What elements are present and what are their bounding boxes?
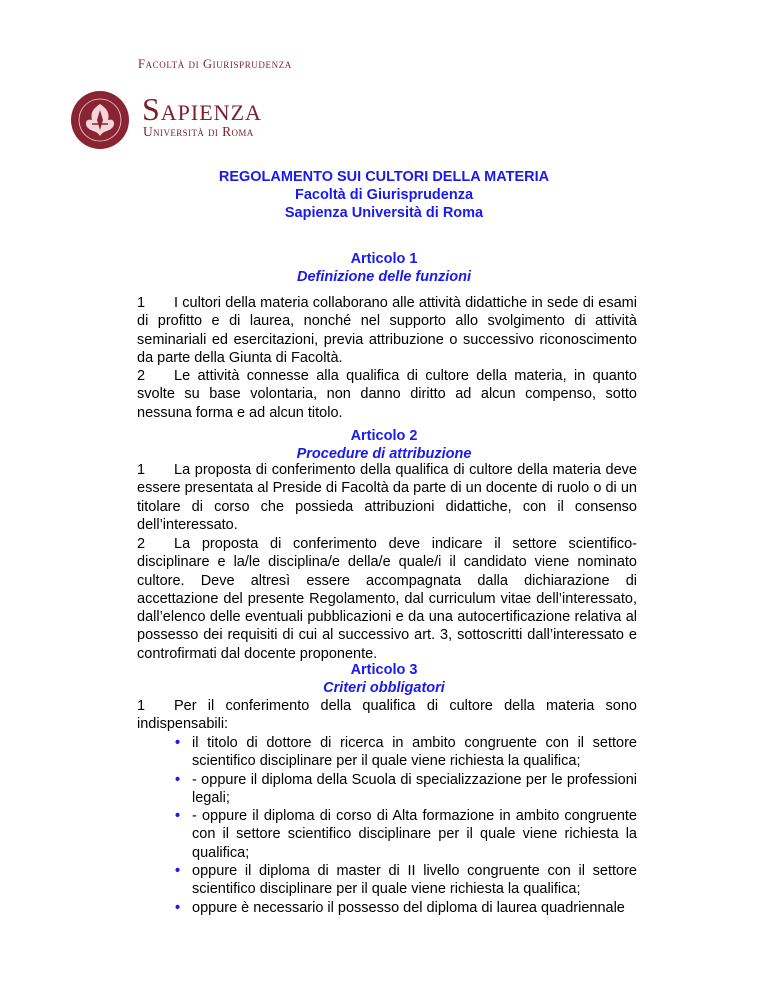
article-3-paragraph-1 <box>137 697 637 734</box>
bullet-icon: • <box>175 735 181 751</box>
document-title <box>0 168 768 222</box>
list-item <box>175 734 637 771</box>
list-item-text: oppure il diploma di master di II livello congruente con il settore scientifico disciplinare per il quale viene richiesta la qualifica; <box>192 863 637 898</box>
paragraph-text: Per il conferimento della qualifica di cultore della materia sono indispensabili: <box>137 698 637 733</box>
requirements-list <box>175 734 637 917</box>
list-item <box>175 771 637 808</box>
title-line-1: REGOLAMENTO SUI CULTORI DELLA MATERIA <box>218 169 550 185</box>
article-1-title: Articolo 1 <box>350 251 418 267</box>
article-2-paragraph-2 <box>137 535 637 663</box>
paragraph-number: 1 <box>137 295 146 311</box>
article-3-title: Articolo 3 <box>350 662 418 678</box>
article-1-subtitle: Definizione delle funzioni <box>297 269 471 285</box>
bullet-icon: • <box>175 808 181 825</box>
paragraph-text: La proposta di conferimento deve indicare il settore scientifico-disciplinare e la/le disciplina/e della/e quale/i il candidato viene nominato cultore. Deve altresì essere accompagnata dalla dichiarazione di accettazione del presente Regolamento, dal curriculum vitae dell’interessato, dall’elenco delle eventuali pubblicazioni e da una autocertificazione relativa al possesso dei requisiti di cui al successivo art. 3, sottoscritti dall’interessato e controfirmati dal docente proponente. <box>137 536 637 662</box>
university-logo <box>70 90 300 150</box>
title-line-2: Facoltà di Giurisprudenza <box>294 187 474 203</box>
list-item-text: oppure è necessario il possesso del diploma di laurea quadriennale <box>192 899 625 916</box>
paragraph-text: Le attività connesse alla qualifica di cultore della materia, in quanto svolte su base volontaria, non danno diritto ad alcun compenso, sotto nessuna forma e ad alcun titolo. <box>137 368 637 421</box>
article-1-paragraph-2 <box>137 367 637 422</box>
paragraph-number: 2 <box>137 536 146 552</box>
article-2-heading <box>0 427 768 463</box>
list-item <box>175 899 637 917</box>
article-2-subtitle: Procedure di attribuzione <box>296 446 472 462</box>
faculty-header: Facoltà di Giurisprudenza <box>138 57 292 71</box>
bullet-icon: • <box>175 863 181 880</box>
bullet-icon: • <box>175 771 181 788</box>
article-1-heading <box>0 250 768 286</box>
article-2-title: Articolo 2 <box>350 428 418 444</box>
list-item-text: - oppure il diploma di corso di Alta formazione in ambito congruente con il settore scientifico disciplinare per il quale viene richiesta la qualifica; <box>192 808 637 861</box>
list-item-text: il titolo di dottore di ricerca in ambito congruente con il settore scientifico disciplinare per il quale viene richiesta la qualifica; <box>192 735 637 770</box>
paragraph-number: 1 <box>137 462 146 478</box>
list-item-text: - oppure il diploma della Scuola di specializzazione per le professioni legali; <box>192 771 637 806</box>
article-2-paragraph-1 <box>137 461 637 534</box>
sapienza-seal-icon <box>70 90 130 150</box>
article-1-paragraph-1 <box>137 294 637 367</box>
list-item <box>175 862 637 899</box>
bullet-icon: • <box>175 899 181 916</box>
list-item <box>175 807 637 862</box>
paragraph-text: La proposta di conferimento della qualifica di cultore della materia deve essere presentata al Preside di Facoltà da parte di un docente di ruolo o di un titolare di corso che possieda attribuzioni didattiche, con il consenso dell’interessato. <box>137 462 637 533</box>
article-3-heading <box>0 661 768 697</box>
brand-name: Sapienza <box>142 91 262 127</box>
title-line-3: Sapienza Università di Roma <box>284 205 484 221</box>
article-3-subtitle: Criteri obbligatori <box>323 680 445 696</box>
paragraph-text: I cultori della materia collaborano alle attività didattiche in sede di esami di profitto e di laurea, nonché nel supporto allo svolgimento di attività seminariali ed esercitazioni, previa attribuzione o successivo riconoscimento da parte della Giunta di Facoltà. <box>137 295 637 366</box>
paragraph-number: 1 <box>137 698 146 714</box>
brand-subtitle: Università di Roma <box>143 124 254 139</box>
paragraph-number: 2 <box>137 368 146 384</box>
